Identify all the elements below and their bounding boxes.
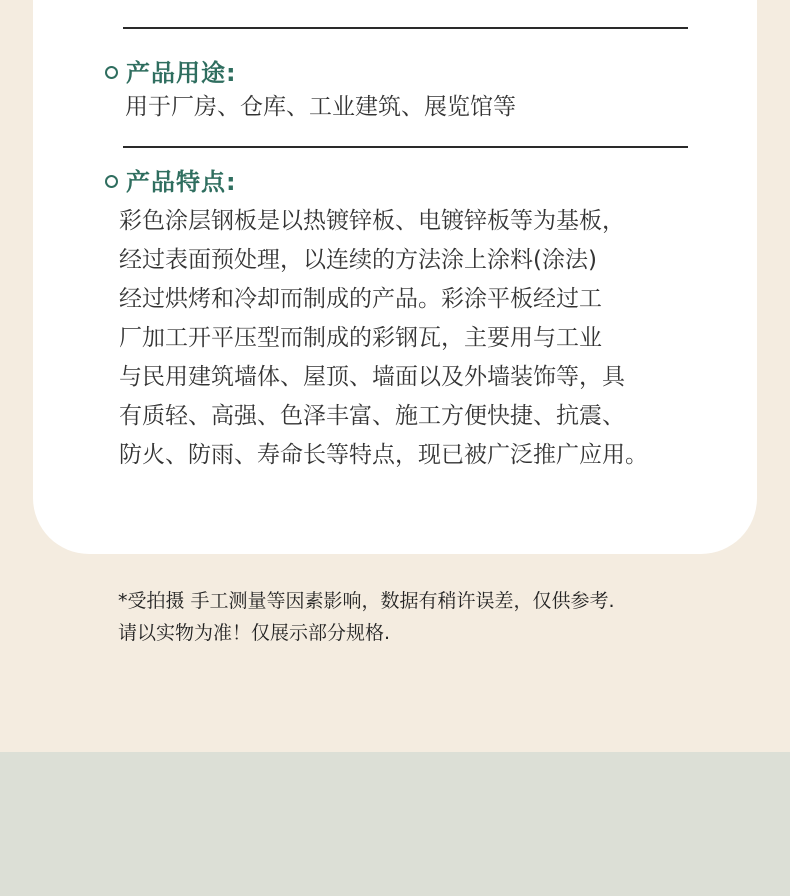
bottom-band [0, 752, 790, 896]
middle-divider [123, 146, 688, 148]
feature-line: 彩色涂层钢板是以热镀锌板、电镀锌板等为基板， [119, 208, 625, 234]
disclaimer-note [118, 585, 615, 649]
usage-heading [105, 53, 237, 87]
feature-line: 经过表面预处理，以连续的方法涂上涂料(涂法) [119, 247, 597, 273]
feature-line: 厂加工开平压型而制成的彩钢瓦，主要用与工业 [119, 325, 602, 351]
feature-line: 有质轻、高强、色泽丰富、施工方便快捷、抗震、 [119, 403, 625, 429]
top-divider [123, 27, 688, 29]
disclaimer-line: *受拍摄 手工测量等因素影响，数据有稍许误差，仅供参考. [118, 590, 615, 612]
features-title: 产品特点: [126, 167, 237, 196]
usage-text: 用于厂房、仓库、工业建筑、展览馆等 [125, 94, 516, 120]
circle-bullet-icon [105, 175, 118, 188]
disclaimer-line: 请以实物为准！仅展示部分规格. [118, 622, 391, 644]
feature-line: 经过烘烤和冷却而制成的产品。彩涂平板经过工 [119, 286, 602, 312]
usage-title: 产品用途: [126, 58, 237, 87]
circle-bullet-icon [105, 66, 118, 79]
features-paragraph [119, 202, 648, 475]
features-heading [105, 162, 237, 196]
feature-line: 防火、防雨、寿命长等特点，现已被广泛推广应用。 [119, 442, 648, 468]
feature-line: 与民用建筑墙体、屋顶、墙面以及外墙装饰等，具 [119, 364, 625, 390]
